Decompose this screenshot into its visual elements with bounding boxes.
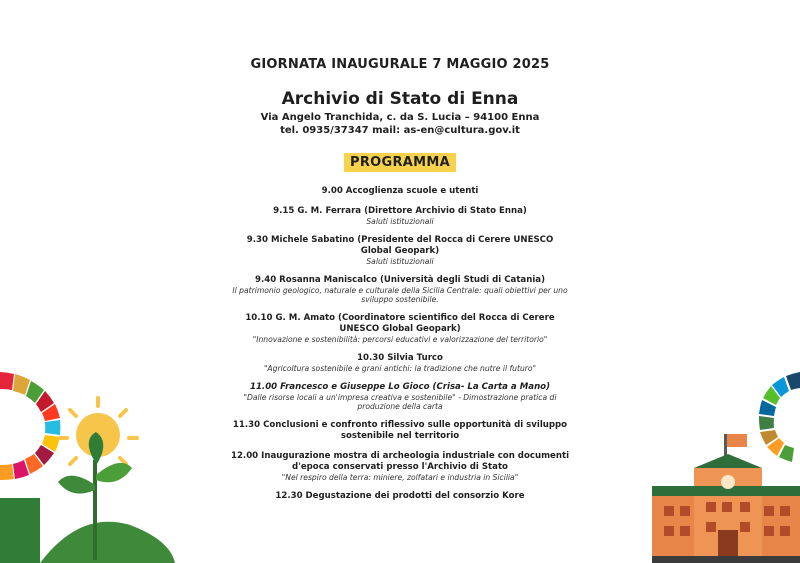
schedule-item-title: 10.30 Silvia Turco — [357, 353, 443, 363]
right-decoration — [652, 370, 800, 563]
schedule-item-title: 11.30 Conclusioni e confronto riflessivo sulle opportunità di sviluppo sostenibile nel territorio — [232, 420, 568, 441]
schedule-item-note: "Nel respiro della terra: miniere, zolfatari e industria in Sicilia" — [281, 473, 519, 482]
schedule-item — [230, 382, 570, 411]
schedule-item-title: 12.30 Degustazione dei prodotti del consorzio Kore — [275, 491, 525, 501]
schedule-item — [230, 313, 570, 344]
sdg-wheel-icon — [759, 372, 800, 462]
schedule-item — [230, 235, 570, 266]
schedule-item-title: 10.10 G. M. Amato (Coordinatore scientifico del Rocca di Cerere UNESCO Global Geopark) — [245, 313, 555, 334]
schedule-item — [230, 275, 570, 304]
schedule-item — [230, 491, 570, 502]
schedule-item-title: 11.00 Francesco e Giuseppe Lo Gioco (Crisa- La Carta a Mano) — [249, 382, 551, 392]
schedule-item-note: "Innovazione e sostenibilità: percorsi educativi e valorizzazione del territorio" — [252, 335, 548, 344]
venue-address: Via Angelo Tranchida, c. da S. Lucia – 94100 Enna — [260, 112, 540, 123]
schedule-item — [230, 206, 570, 226]
schedule-item — [230, 451, 570, 482]
schedule-item-title: 9.00 Accoglienza scuole e utenti — [321, 186, 479, 196]
schedule-item — [230, 420, 570, 442]
schedule-item-note: Saluti istituzionali — [366, 217, 434, 226]
venue-contacts: tel. 0935/37347 mail: as-en@cultura.gov.it — [280, 125, 520, 136]
event-title: GIORNATA INAUGURALE 7 MAGGIO 2025 — [250, 57, 550, 72]
venue-name: Archivio di Stato di Enna — [281, 89, 519, 109]
schedule-item — [230, 186, 570, 197]
schedule-item-note: "Agricoltura sostenibile e grani antichi: la tradizione che nutre il futuro" — [263, 364, 537, 373]
schedule-item-title: 9.30 Michele Sabatino (Presidente del Rocca di Cerere UNESCO Global Geopark) — [246, 235, 554, 256]
schedule-item-note: "Dalle risorse locali a un'impresa creativa e sostenibile" - Dimostrazione pratica di produzione della carta — [243, 393, 557, 411]
schedule-item-title: 9.40 Rosanna Maniscalco (Università degli Studi di Catania) — [254, 275, 546, 285]
schedule-item-note: Saluti istituzionali — [366, 257, 434, 266]
schedule-item-title: 9.15 G. M. Ferrara (Direttore Archivio di Stato Enna) — [273, 206, 527, 216]
left-decoration — [0, 360, 175, 563]
schedule-item-title: 12.00 Inaugurazione mostra di archeologia industriale con documenti d'epoca conservati presso l'Archivio di Stato — [230, 451, 570, 472]
schedule-item-note: Il patrimonio geologico, naturale e culturale della Sicilia Centrale: quali obiettivi per uno sviluppo sostenibile. — [232, 286, 568, 304]
sdg-wheel-icon — [0, 372, 60, 480]
schedule-list — [230, 186, 570, 511]
programme-label: PROGRAMMA — [344, 153, 456, 172]
schedule-item — [230, 353, 570, 373]
